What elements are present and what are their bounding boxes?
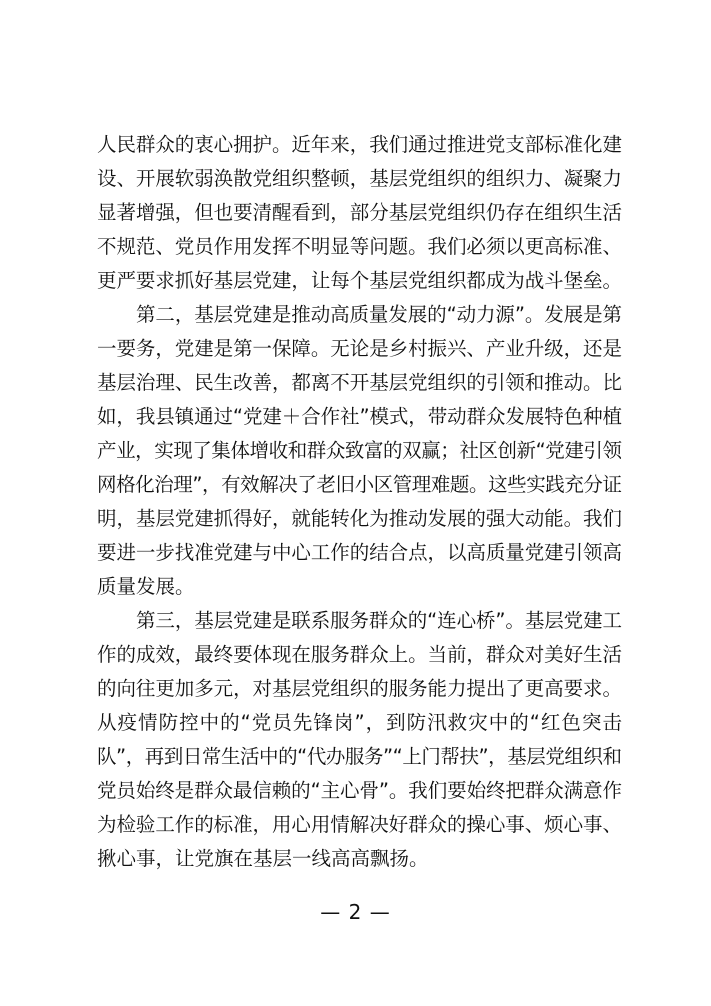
- text-line: [0, 740, 711, 774]
- text-line: [0, 128, 711, 162]
- line-text: 设、开展软弱涣散党组织整顿，基层党组织的组织力、凝聚力: [97, 167, 622, 190]
- line-text: 一要务，党建是第一保障。无论是乡村振兴、产业升级，还是: [97, 337, 622, 360]
- line-text: 如，我县镇通过“党建＋合作社”模式，带动群众发展特色种植: [97, 405, 622, 428]
- line-text: 揪心事，让党旗在基层一线高高飘扬。: [97, 847, 429, 870]
- text-line: [0, 468, 711, 502]
- line-text: 不规范、党员作用发挥不明显等问题。我们必须以更高标准、: [97, 235, 622, 258]
- text-line: [0, 196, 711, 230]
- line-text: 明，基层党建抓得好，就能转化为推动发展的强大动能。我们: [97, 507, 622, 530]
- text-line: [0, 672, 711, 706]
- line-text: 党员始终是群众最信赖的“主心骨”。我们要始终把群众满意作: [97, 779, 622, 802]
- line-text: 队”，再到日常生活中的“代办服务”“上门帮扶”，基层党组织和: [97, 745, 622, 768]
- line-text: 产业，实现了集体增收和群众致富的双赢；社区创新“党建引领: [97, 439, 622, 462]
- text-line: [0, 366, 711, 400]
- page-number: — 2 —: [320, 900, 391, 924]
- line-text: 从疫情防控中的“党员先锋岗”，到防汛救灾中的“红色突击: [97, 711, 624, 734]
- text-line: [0, 842, 711, 876]
- line-text: 要进一步找准党建与中心工作的结合点，以高质量党建引领高: [97, 541, 622, 564]
- text-line: [0, 298, 711, 332]
- text-line: [0, 604, 711, 638]
- line-text: 的向往更加多元，对基层党组织的服务能力提出了更高要求。: [97, 677, 622, 700]
- line-text: 作的成效，最终要体现在服务群众上。当前，群众对美好生活: [97, 643, 622, 666]
- line-text: 第二，基层党建是推动高质量发展的“动力源”。发展是第: [136, 303, 622, 326]
- text-line: [0, 264, 711, 298]
- line-text: 为检验工作的标准，用心用情解决好群众的操心事、烦心事、: [97, 813, 622, 836]
- text-line: [0, 230, 711, 264]
- line-text: 基层治理、民生改善，都离不开基层党组织的引领和推动。比: [97, 371, 622, 394]
- text-line: [0, 706, 711, 740]
- line-text: 质量发展。: [97, 575, 195, 598]
- text-line: [0, 774, 711, 808]
- text-line: [0, 162, 711, 196]
- text-line: [0, 400, 711, 434]
- text-line: [0, 570, 711, 604]
- line-text: 更严要求抓好基层党建，让每个基层党组织都成为战斗堡垒。: [97, 269, 622, 292]
- line-text: 人民群众的衷心拥护。近年来，我们通过推进党支部标准化建: [97, 133, 622, 156]
- text-line: [0, 638, 711, 672]
- text-line: [0, 332, 711, 366]
- line-text: 网格化治理”，有效解决了老旧小区管理难题。这些实践充分证: [97, 473, 622, 496]
- text-line: [0, 808, 711, 842]
- text-line: [0, 434, 711, 468]
- line-text: 显著增强，但也要清醒看到，部分基层党组织仍存在组织生活: [97, 201, 622, 224]
- text-line: [0, 536, 711, 570]
- line-text: 第三，基层党建是联系服务群众的“连心桥”。基层党建工: [136, 609, 622, 632]
- text-line: [0, 502, 711, 536]
